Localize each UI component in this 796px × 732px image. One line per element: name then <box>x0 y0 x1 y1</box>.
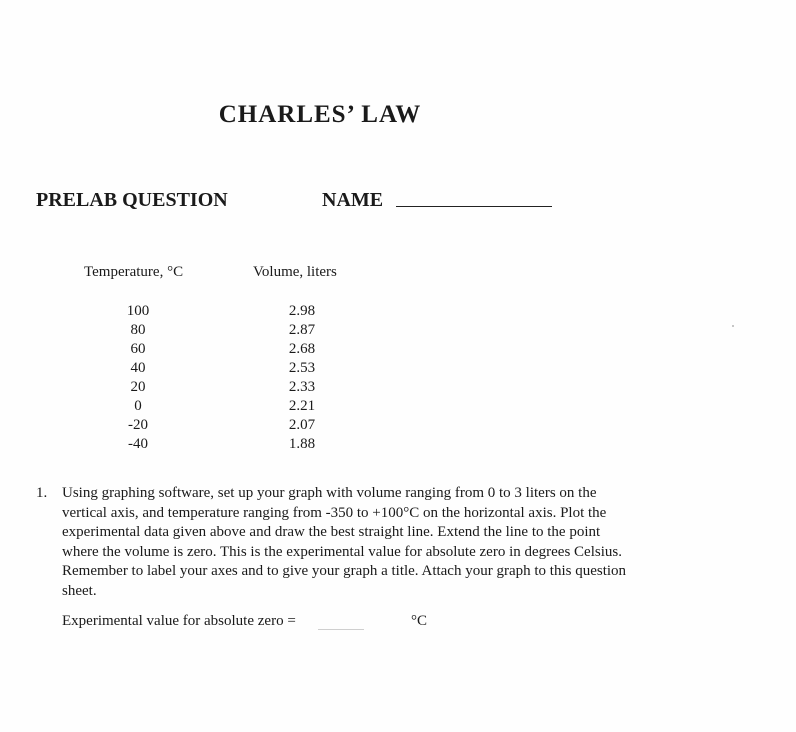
temperature-column-header: Temperature, °C <box>84 264 184 280</box>
name-blank-line <box>396 206 552 207</box>
temperature-value: 80 <box>130 322 146 338</box>
volume-column <box>278 302 326 454</box>
volume-value: 2.53 <box>288 360 316 376</box>
answer-label: Experimental value for absolute zero = <box>62 613 296 629</box>
answer-blank-line <box>318 629 364 630</box>
volume-value: 2.07 <box>288 417 316 433</box>
answer-unit: °C <box>411 613 428 629</box>
question-number: 1. <box>36 485 48 501</box>
volume-value: 2.68 <box>288 341 316 357</box>
temperature-value: 40 <box>130 360 146 376</box>
volume-column-header: Volume, liters <box>253 264 337 280</box>
temperature-value: 60 <box>130 341 146 357</box>
volume-value: 2.87 <box>288 322 316 338</box>
question-1 <box>36 484 640 601</box>
page-title: CHARLES’ LAW <box>218 101 422 128</box>
name-label: NAME <box>322 189 384 211</box>
volume-value: 2.21 <box>288 398 316 414</box>
temperature-value: 20 <box>130 379 146 395</box>
temperature-column <box>112 302 164 454</box>
volume-value: 2.33 <box>288 379 316 395</box>
scan-speck <box>732 325 734 327</box>
volume-value: 2.98 <box>288 303 316 319</box>
temperature-value: -20 <box>128 417 148 433</box>
volume-value: 1.88 <box>288 436 316 452</box>
question-text: Using graphing software, set up your graph with volume ranging from 0 to 3 liters on the vertical axis, and temperature ranging from -350 to +100°C on the horizontal axis. Plot the experimental data given above and draw the best straight line. Extend the line to the point where the volume is zero. This is the experimental value for absolute zero in degrees Celsius. Remember to label your axes and to give your graph a title. Attach your graph to this question sheet. <box>62 485 627 599</box>
prelab-heading: PRELAB QUESTION <box>36 189 228 211</box>
temperature-value: 100 <box>126 303 150 319</box>
temperature-value: 0 <box>134 398 142 414</box>
temperature-value: -40 <box>128 436 148 452</box>
